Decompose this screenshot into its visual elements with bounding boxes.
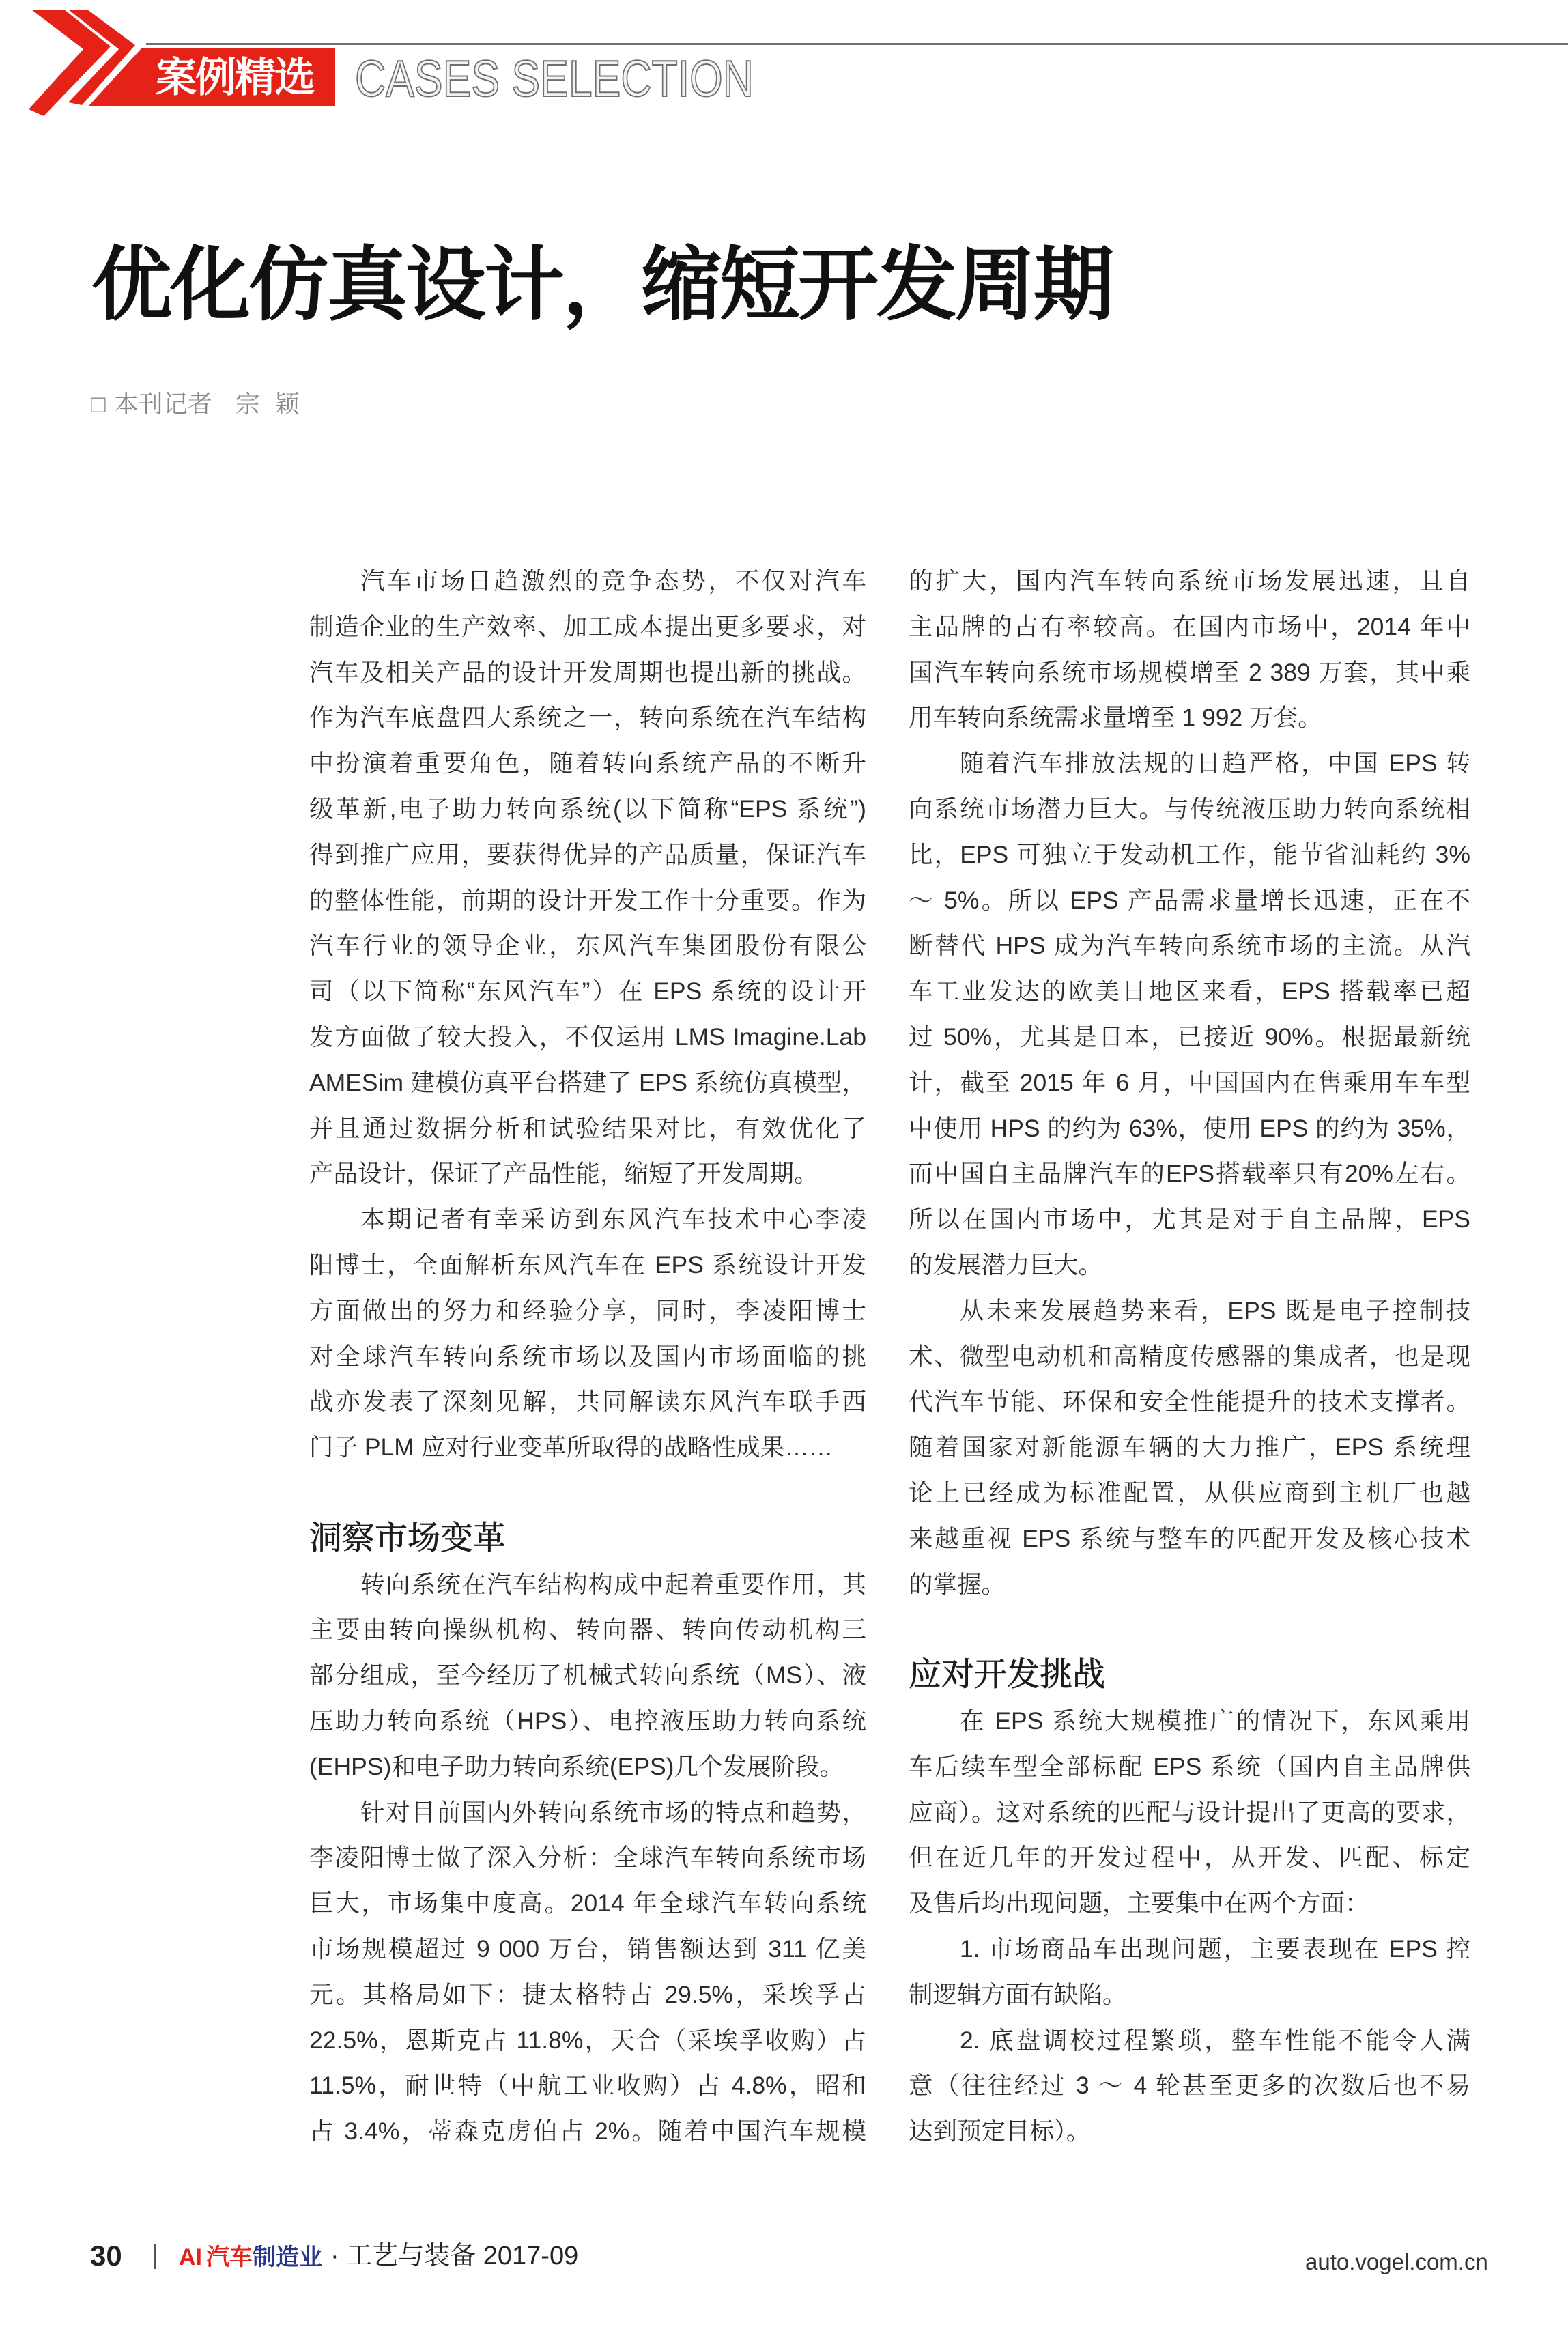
text-line: 汽车市场日趋激烈的竞争态势，不仅对汽车 [360, 567, 866, 595]
article-title: 优化仿真设计，缩短开发周期 [91, 240, 1113, 330]
text-line: ～ 5%。所以 EPS 产品需求量增长迅速，正在不 [909, 886, 1470, 914]
website-url: auto.vogel.com.cn [1305, 2249, 1488, 2274]
text-line: 的扩大，国内汽车转向系统市场发展迅速，且自 [909, 567, 1470, 595]
text-line: 汽车及相关产品的设计开发周期也提出新的挑战。 [309, 658, 866, 686]
section-label-cn: 案例精选 [156, 55, 314, 100]
text-line: 中扮演着重要角色，随着转向系统产品的不断升 [309, 749, 866, 777]
text-line: 国汽车转向系统市场规模增至 2 389 万套，其中乘 [909, 658, 1470, 686]
text-line: 2. 底盘调校过程繁琐，整车性能不能令人满 [960, 2026, 1470, 2054]
paragraph [909, 1926, 1470, 2018]
text-line: 术、微型电动机和高精度传感器的集成者，也是现 [909, 1342, 1470, 1370]
text-line: 得到推广应用，要获得优异的产品质量，保证汽车 [309, 840, 866, 868]
paragraph [309, 558, 866, 1197]
text-line: 及售后均出现问题，主要集中在两个方面： [909, 1889, 1369, 1917]
brand-mfg: 制造业 [253, 2244, 322, 2270]
text-line: 阳博士，全面解析东风汽车在 EPS 系统设计开发 [309, 1251, 866, 1279]
text-line: 司（以下简称“东风汽车”）在 EPS 系统的设计开 [309, 977, 866, 1005]
text-line: 转向系统在汽车结构构成中起着重要作用，其 [360, 1570, 866, 1598]
text-line: 制逻辑方面有缺陷。 [909, 1980, 1127, 2008]
text-line: 车工业发达的欧美日地区来看，EPS 搭载率已超 [909, 977, 1470, 1005]
text-line: 论上已经成为标准配置，从供应商到主机厂也越 [909, 1479, 1470, 1506]
column-right [909, 558, 1470, 2154]
text-line: 中使用 HPS 的约为 63%，使用 EPS 的约为 35%， [909, 1114, 1470, 1142]
text-line: 22.5%，恩斯克占 11.8%，天合（采埃孚收购）占 [309, 2026, 866, 2054]
text-line: 随着汽车排放法规的日趋严格，中国 EPS 转 [960, 749, 1470, 777]
text-line: 向系统市场潜力巨大。与传统液压助力转向系统相 [909, 795, 1470, 823]
text-line: 而中国自主品牌汽车的EPS搭载率只有20%左右。 [909, 1160, 1470, 1188]
text-line: 并且通过数据分析和试验结果对比，有效优化了 [309, 1114, 866, 1142]
text-line: 压助力转向系统（HPS）、电控液压助力转向系统 [309, 1706, 866, 1734]
text-line: 级革新,电子助力转向系统(以下简称“EPS 系统”) [309, 795, 866, 823]
text-line: (EHPS)和电子助力转向系统(EPS)几个发展阶段。 [309, 1752, 844, 1780]
magazine-brand [179, 2242, 322, 2272]
text-line: 的整体性能，前期的设计开发工作十分重要。作为 [309, 886, 866, 914]
paragraph [909, 2018, 1470, 2154]
text-line: 达到预定目标）。 [909, 2117, 1091, 2145]
paragraph [309, 1790, 866, 2154]
header-rule [146, 43, 1568, 45]
paragraph [909, 1288, 1470, 1608]
text-line: 占 3.4%，蒂森克虏伯占 2%。随着中国汽车规模 [309, 2117, 866, 2145]
text-line: 的掌握。 [909, 1570, 1006, 1598]
text-line: 1. 市场商品车出现问题，主要表现在 EPS 控 [960, 1934, 1470, 1962]
paragraph [309, 1197, 866, 1470]
byline-role: 本刊记者 [113, 390, 212, 418]
text-line: 元。其格局如下：捷太格特占 29.5%，采埃孚占 [309, 1980, 866, 2008]
text-line: 代汽车节能、环保和安全性能提升的技术支撑者。 [909, 1388, 1470, 1416]
text-line: 巨大，市场集中度高。2014 年全球汽车转向系统 [309, 1889, 866, 1917]
text-line: 应商）。这对系统的匹配与设计提出了更高的要求， [909, 1798, 1470, 1826]
text-line: 主要由转向操纵机构、转向器、转向传动机构三 [309, 1616, 866, 1644]
text-line: 过 50%，尤其是日本，已接近 90%。根据最新统 [909, 1023, 1470, 1051]
text-line: 比，EPS 可独立于发动机工作，能节省油耗约 3% [909, 840, 1470, 868]
section-heading: 应对开发挑战 [909, 1657, 1106, 1694]
text-line: 11.5%，耐世特（中航工业收购）占 4.8%，昭和 [309, 2072, 866, 2100]
page-number: 30 [90, 2240, 122, 2272]
paragraph [909, 741, 1470, 1288]
text-line: 的发展潜力巨大。 [909, 1251, 1103, 1279]
text-line: 部分组成，至今经历了机械式转向系统（MS）、液 [309, 1661, 866, 1689]
text-line: 断替代 HPS 成为汽车转向系统市场的主流。从汽 [909, 932, 1470, 960]
text-line: 来越重视 EPS 系统与整车的匹配开发及核心技术 [909, 1524, 1470, 1552]
text-line: AMESim 建模仿真平台搭建了 EPS 系统仿真模型， [309, 1068, 866, 1096]
paragraph [909, 1698, 1470, 1926]
paragraph [909, 558, 1470, 741]
text-line: 但在近几年的开发过程中，从开发、匹配、标定 [909, 1844, 1470, 1872]
brand-ai: AI [179, 2244, 202, 2270]
section-heading: 洞察市场变革 [309, 1519, 507, 1556]
text-line: 随着国家对新能源车辆的大力推广，EPS 系统理 [909, 1433, 1470, 1461]
text-line: 计，截至 2015 年 6 月，中国国内在售乘用车车型 [909, 1068, 1470, 1096]
issue-label: · 工艺与装备 2017-09 [330, 2242, 579, 2270]
text-line: 在 EPS 系统大规模推广的情况下，东风乘用 [960, 1706, 1470, 1734]
text-line: 从未来发展趋势来看，EPS 既是电子控制技 [960, 1296, 1470, 1324]
byline-author: 宗 颖 [235, 390, 300, 418]
text-line: 针对目前国内外转向系统市场的特点和趋势， [360, 1798, 866, 1826]
text-line: 本期记者有幸采访到东风汽车技术中心李凌 [360, 1205, 866, 1233]
text-line: 门子 PLM 应对行业变革所取得的战略性成果…… [309, 1433, 833, 1461]
text-line: 市场规模超过 9 000 万台，销售额达到 311 亿美 [309, 1934, 866, 1962]
text-line: 所以在国内市场中，尤其是对于自主品牌，EPS [909, 1205, 1470, 1233]
text-line: 发方面做了较大投入，不仅运用 LMS Imagine.Lab [309, 1023, 866, 1051]
text-line: 主品牌的占有率较高。在国内市场中，2014 年中 [909, 612, 1470, 640]
text-line: 李凌阳博士做了深入分析：全球汽车转向系统市场 [309, 1844, 866, 1872]
text-line: 战亦发表了深刻见解，共同解读东风汽车联手西 [309, 1388, 866, 1416]
brand-car: 汽车 [206, 2244, 253, 2270]
text-line: 意（往往经过 3 ～ 4 轮甚至更多的次数后也不易 [909, 2072, 1470, 2100]
byline [91, 390, 300, 418]
text-line: 方面做出的努力和经验分享，同时，李凌阳博士 [309, 1296, 866, 1324]
byline-marker: □ [91, 390, 106, 418]
text-line: 用车转向系统需求量增至 1 992 万套。 [909, 704, 1322, 732]
text-line: 制造企业的生产效率、加工成本提出更多要求，对 [309, 612, 866, 640]
column-left [309, 558, 866, 2154]
text-line: 产品设计，保证了产品性能，缩短了开发周期。 [309, 1160, 818, 1188]
text-line: 对全球汽车转向系统市场以及国内市场面临的挑 [309, 1342, 866, 1370]
text-line: 作为汽车底盘四大系统之一，转向系统在汽车结构 [309, 704, 866, 732]
footer-divider [154, 2244, 156, 2269]
section-label-en: CASES SELECTION [355, 50, 754, 107]
paragraph [309, 1562, 866, 1790]
text-line: 车后续车型全部标配 EPS 系统（国内自主品牌供 [909, 1752, 1470, 1780]
text-line: 汽车行业的领导企业，东风汽车集团股份有限公 [309, 932, 866, 960]
